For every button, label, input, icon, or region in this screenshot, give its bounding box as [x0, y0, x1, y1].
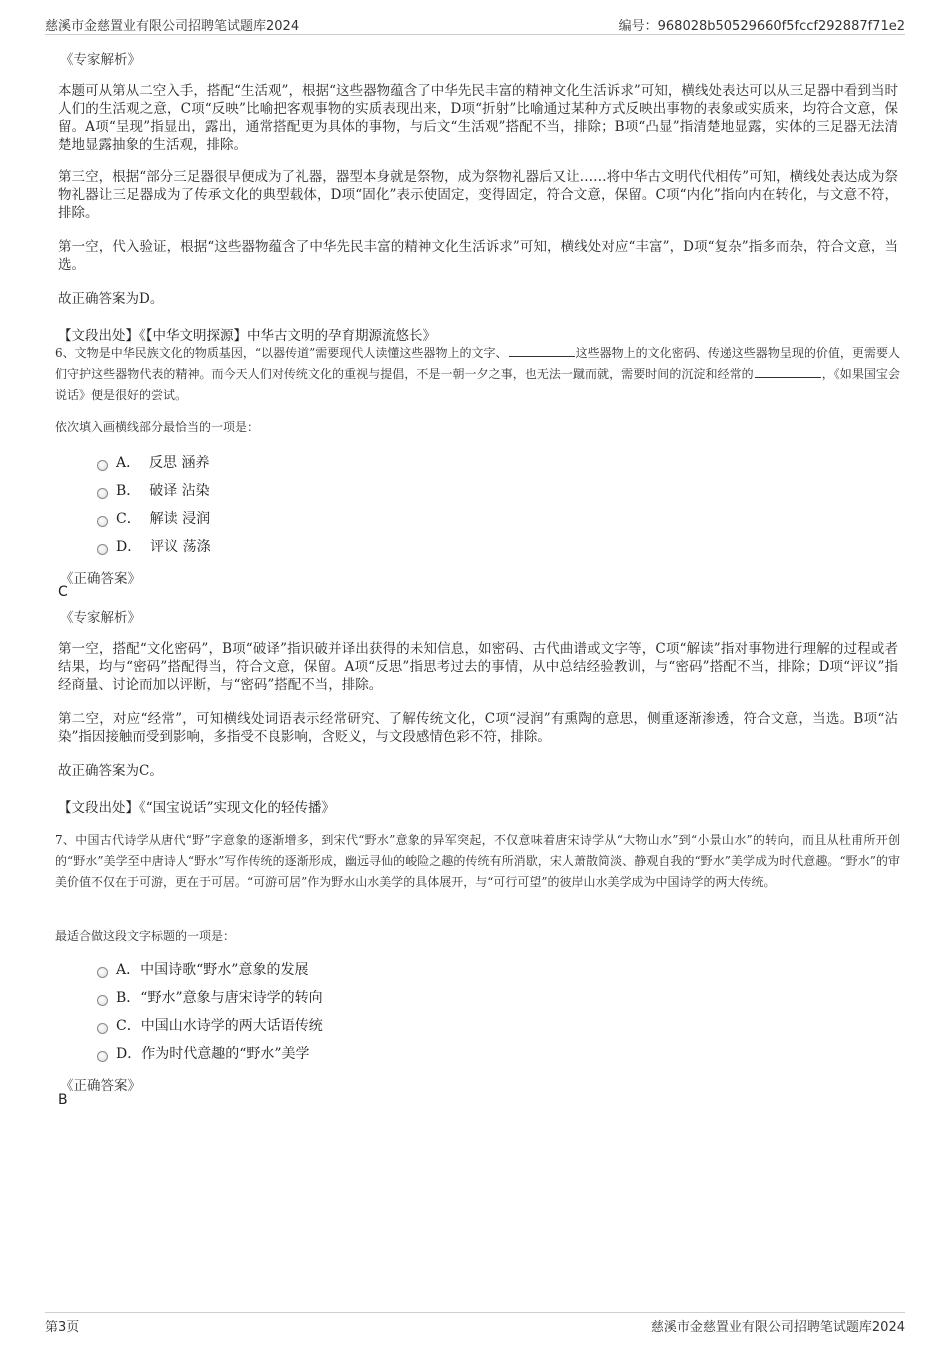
option-letter: A．	[116, 962, 141, 978]
radio-icon[interactable]	[97, 516, 108, 527]
q6-question-text	[55, 343, 900, 406]
q6-option-a[interactable]	[97, 452, 209, 472]
option-text: 解读 浸润	[149, 511, 211, 527]
header-title: 慈溪市金慈置业有限公司招聘笔试题库2024	[45, 19, 300, 34]
q7-option-a[interactable]	[97, 959, 308, 979]
option-text: 中国山水诗学的两大话语传统	[140, 1018, 323, 1034]
q6-option-d[interactable]	[97, 536, 211, 556]
q6-analysis-label: 《专家解析》	[60, 610, 141, 626]
page-footer	[45, 1312, 905, 1335]
page-number: 第3页	[45, 1320, 80, 1335]
q6-option-c[interactable]	[97, 508, 210, 528]
option-text: 作为时代意趣的“野水”美学	[141, 1046, 310, 1062]
radio-icon[interactable]	[97, 1023, 108, 1034]
q6-analysis-paragraph-1: 第一空，搭配“文化密码”，B项“破译”指识破并译出获得的未知信息，如密码、古代曲谱或文字等，C项“解读”指对事物进行理解的过程或者结果，均与“密码”搭配得当，符合文意，保留。A项“反思”指思考过去的事情，从中总结经验教训，与“密码”搭配不当，排除；D项“评议”指经商量、讨论而加以评断，与“密码”搭配不当，排除。	[58, 641, 898, 693]
footer-title: 慈溪市金慈置业有限公司招聘笔试题库2024	[650, 1320, 905, 1335]
q7-option-c[interactable]	[97, 1015, 323, 1035]
radio-icon[interactable]	[97, 488, 108, 499]
q7-question-text: 7、中国古代诗学从唐代“野”字意象的逐渐增多，到宋代“野水”意象的异军突起，不仅意味着唐宋诗学从“大物山水”到“小景山水”的转向，而且从杜甫所开创的“野水”美学至中唐诗人“野水”写作传统的逐渐形成，幽远寻仙的峻险之趣的传统有所消歇，宋人萧散简淡、静观自我的“野水”美学成为时代意趣。“野水”的审美价值不仅在于可游，更在于可居。“可游可居”作为野水山水美学的具体展开，与“可行可望”的彼岸山水美学成为中国诗学的两大传统。	[55, 833, 900, 889]
header-doc-number: 编号：968028b50529660f5fccf292887f71e2	[618, 19, 905, 34]
q7-answer: B	[58, 1092, 68, 1108]
option-text: 反思 涵养	[149, 455, 210, 471]
q6-analysis-paragraph-2: 第二空，对应“经常”，可知横线处词语表示经常研究、了解传统文化，C项“浸润”有熏陶的意思，侧重逐渐渗透，符合文意，当选。B项“沾染”指因接触而受到影响，多指受不良影响，含贬义，与文段感情色彩不符，排除。	[58, 711, 898, 745]
q6-text-part-3: ，《如果国宝会说话》便是很好的尝试。	[55, 367, 900, 402]
q6-text-part-2: 这些器物上的文化密码、传递这些器物呈现的价值，更需要人们守护这些器物代表的精神。而今天人们对传统文化的重视与提倡，不是一朝一夕之事，也无法一蹴而就，需要时间的沉淀和经常的	[55, 346, 900, 381]
option-letter: A．	[116, 455, 141, 471]
option-text: 评议 荡涤	[150, 539, 211, 555]
q5-analysis-paragraph-1: 本题可从第从二空入手，搭配“生活观”，根据“这些器物蕴含了中华先民丰富的精神文化生活诉求”可知，横线处表达可以从三足器中看到当时人们的生活观之意，C项“反映”比喻把客观事物的实质表现出来，D项“折射”比喻通过某种方式反映出事物的表象或实质来，均符合文意，保留。A项“呈现”指显出，露出，通常搭配更为具体的事物，与后文“生活观”搭配不当，排除；B项“凸显”指清楚地显露，实体的三足器无法清楚地显露抽象的生活观，排除。	[58, 83, 898, 153]
q6-source: 【文段出处】《“国宝说话”实现文化的轻传播》	[58, 800, 336, 816]
option-text: 破译 沾染	[149, 483, 210, 499]
page-header	[45, 12, 905, 35]
option-text: “野水”意象与唐宋诗学的转向	[140, 990, 323, 1006]
option-letter: C．	[116, 1018, 141, 1034]
q6-answer-label: 《正确答案》	[60, 571, 141, 587]
option-letter: B．	[116, 483, 141, 499]
option-text: 中国诗歌“野水”意象的发展	[140, 962, 309, 978]
q7-option-d[interactable]	[97, 1043, 310, 1063]
q5-analysis-paragraph-2: 第三空，根据“部分三足器很早便成为了礼器，器型本身就是祭物，成为祭物礼器后又让……将中华古文明代代相传”可知，横线处表达成为祭物礼器让三足器成为了传承文化的典型载体，D项“固化”表示使固定，变得固定，符合文意，保留。C项“内化”指向内在转化，与文意不符，排除。	[58, 169, 898, 221]
radio-icon[interactable]	[97, 967, 108, 978]
radio-icon[interactable]	[97, 995, 108, 1006]
q5-analysis-paragraph-3: 第一空，代入验证，根据“这些器物蕴含了中华先民丰富的精神文化生活诉求”可知，横线处对应“丰富”，D项“复杂”指多而杂，符合文意，当选。	[58, 239, 898, 273]
radio-icon[interactable]	[97, 544, 108, 555]
option-letter: D．	[116, 539, 142, 555]
q7-answer-label: 《正确答案》	[60, 1078, 141, 1094]
option-letter: D．	[116, 1046, 142, 1062]
q5-source: 【文段出处】《【中华文明探源】中华古文明的孕育期源流悠长》	[58, 328, 436, 344]
q6-answer: C	[58, 584, 68, 600]
q6-option-b[interactable]	[97, 480, 210, 500]
q7-prompt: 最适合做这段文字标题的一项是：	[55, 929, 236, 943]
q7-option-b[interactable]	[97, 987, 323, 1007]
radio-icon[interactable]	[97, 460, 108, 471]
q6-conclusion: 故正确答案为C。	[58, 763, 163, 779]
q6-text-part-1: 6、文物是中华民族文化的物质基因，“以器传道”需要现代人读懂这些器物上的文字、	[55, 346, 508, 360]
option-letter: C．	[116, 511, 141, 527]
q6-prompt: 依次填入画横线部分最恰当的一项是：	[55, 420, 260, 434]
option-letter: B．	[116, 990, 141, 1006]
q5-conclusion: 故正确答案为D。	[58, 291, 164, 307]
radio-icon[interactable]	[97, 1051, 108, 1062]
q6-blank-1	[509, 344, 575, 357]
q5-analysis-label: 《专家解析》	[60, 52, 141, 68]
q6-blank-2	[755, 365, 821, 378]
